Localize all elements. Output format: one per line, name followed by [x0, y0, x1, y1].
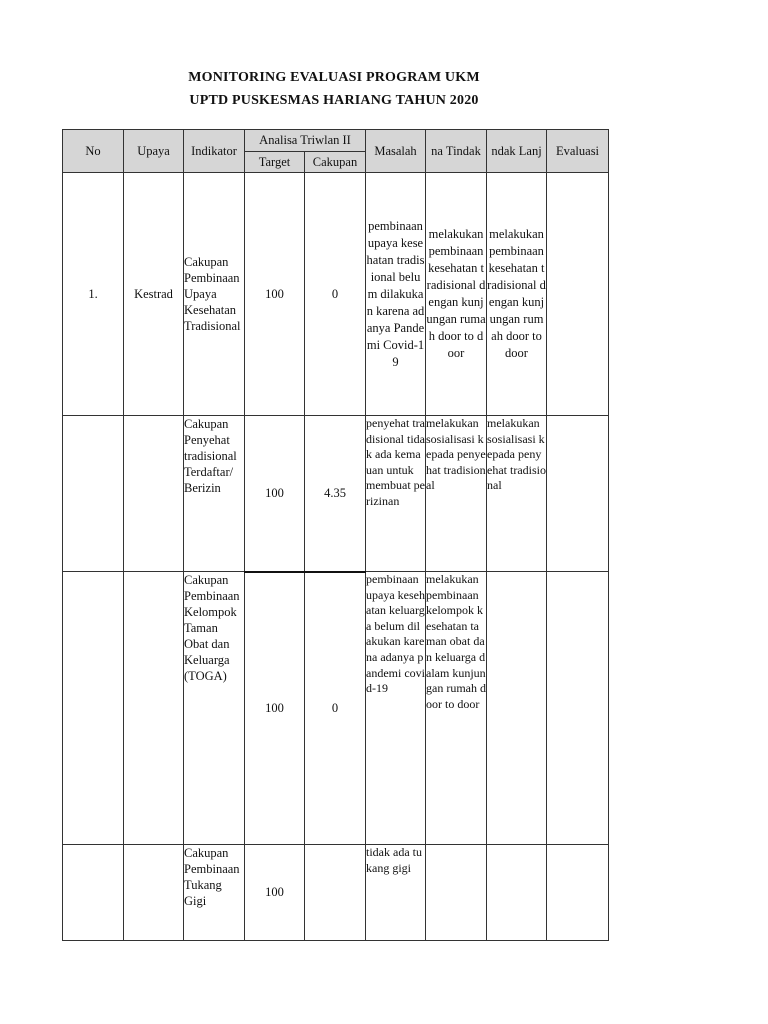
- cell-evaluasi: [547, 845, 609, 941]
- cell-target: 100: [245, 173, 305, 416]
- cell-no: 1.: [63, 173, 124, 416]
- cell-target: 100: [245, 416, 305, 572]
- header-rencana-tindak: na Tindak: [426, 130, 487, 173]
- cell-masalah: penyehat tradisional tidak ada kemauan untuk membuat perizinan: [366, 416, 426, 572]
- header-indikator: Indikator: [184, 130, 245, 173]
- cell-upaya: Kestrad: [124, 173, 184, 416]
- cell-tindak-lanjut: [487, 845, 547, 941]
- header-tindak-lanjut: ndak Lanj: [487, 130, 547, 173]
- cell-evaluasi: [547, 416, 609, 572]
- cell-upaya: [124, 572, 184, 845]
- table-row: [63, 173, 609, 416]
- cell-indikator: Cakupan Pembinaan Upaya Kesehatan Tradisional: [184, 173, 245, 416]
- cell-target: 100: [245, 845, 305, 941]
- cell-rencana-tindak: melakukan sosialisasi kepada penyehat tradisional: [426, 416, 487, 572]
- cell-rencana-tindak: melakukan pembinaan kesehatan tradisional dengan kunjungan rumah door to door: [426, 173, 487, 416]
- document-subtitle: UPTD PUSKESMAS HARIANG TAHUN 2020: [189, 93, 479, 108]
- cell-cakupan: 0: [305, 173, 366, 416]
- cell-no: [63, 416, 124, 572]
- cell-tindak-lanjut: melakukan sosialisasi kepada penyehat tradisional: [487, 416, 547, 572]
- table-row: [63, 416, 609, 572]
- cell-cakupan: 0: [305, 572, 366, 845]
- cell-indikator: Cakupan Penyehat tradisional Terdaftar/ Berizin: [184, 416, 245, 572]
- cell-rencana-tindak: melakukan pembinaan kelompok kesehatan taman obat dan keluarga dalam kunjungan rumah door to door: [426, 572, 487, 845]
- cell-target: 100: [245, 572, 305, 845]
- cell-masalah: pembinaan upaya kesehatan tradisional belum dilakukan karena adanya Pandemi Covid-19: [366, 173, 426, 416]
- header-masalah: Masalah: [366, 130, 426, 173]
- cell-indikator: Cakupan Pembinaan Kelompok Taman Obat dan Keluarga (TOGA): [184, 572, 245, 845]
- header-analisa-triwulan: Analisa Triwlan II: [245, 130, 366, 152]
- cell-upaya: [124, 416, 184, 572]
- monitoring-table: [62, 129, 609, 941]
- cell-masalah: pembinaan upaya kesehatan keluarga belum dilakukan karena adanya pandemi covid-19: [366, 572, 426, 845]
- table-row: [63, 572, 609, 845]
- table-row: [63, 845, 609, 941]
- header-upaya: Upaya: [124, 130, 184, 173]
- header-target: Target: [245, 152, 305, 173]
- header-no: No: [63, 130, 124, 173]
- cell-no: [63, 572, 124, 845]
- document-title: MONITORING EVALUASI PROGRAM UKM: [188, 70, 480, 85]
- cell-evaluasi: [547, 173, 609, 416]
- cell-no: [63, 845, 124, 941]
- cell-masalah: tidak ada tukang gigi: [366, 845, 426, 941]
- header-evaluasi: Evaluasi: [547, 130, 609, 173]
- header-cakupan: Cakupan: [305, 152, 366, 173]
- cell-cakupan: 4.35: [305, 416, 366, 572]
- cell-upaya: [124, 845, 184, 941]
- cell-indikator: Cakupan Pembinaan Tukang Gigi: [184, 845, 245, 941]
- cell-cakupan: [305, 845, 366, 941]
- cell-rencana-tindak: [426, 845, 487, 941]
- cell-tindak-lanjut: melakukan pembinaan kesehatan tradisional dengan kunjungan rumah door to door: [487, 173, 547, 416]
- cell-tindak-lanjut: [487, 572, 547, 845]
- cell-evaluasi: [547, 572, 609, 845]
